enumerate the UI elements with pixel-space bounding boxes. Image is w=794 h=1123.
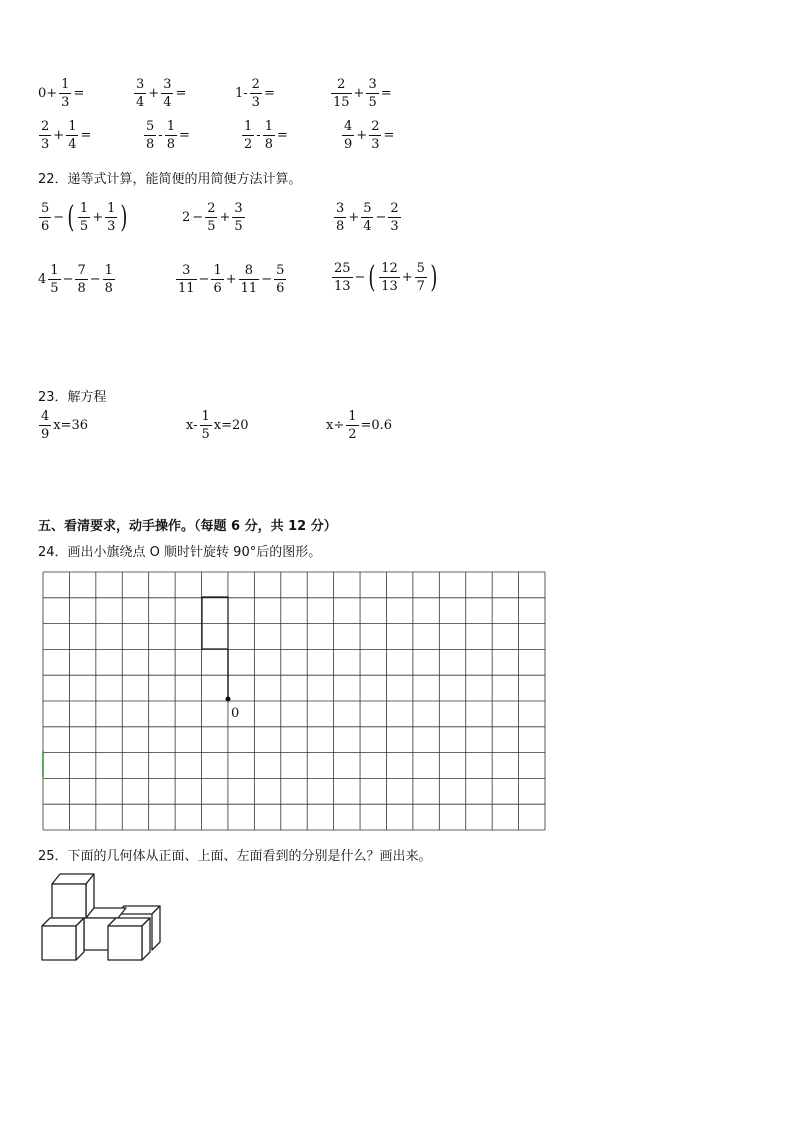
- fraction: $\frac{1}{8}$: [104, 263, 113, 296]
- fraction: $\frac{3}{8}$: [336, 201, 345, 234]
- fraction: $\frac{1}{2}$: [348, 409, 357, 442]
- fraction: $\frac{2}{3}$: [251, 77, 260, 110]
- fraction: $\frac{3}{11}$: [178, 263, 195, 296]
- fraction: $\frac{1}{4}$: [68, 119, 77, 152]
- q22-expr-6: [331, 259, 440, 295]
- fraction: $\frac{2}{5}$: [207, 201, 216, 234]
- operator: +: [219, 210, 231, 225]
- right-paren: ): [430, 259, 438, 295]
- q22-expr-3: [333, 202, 402, 233]
- equals: =: [276, 128, 288, 143]
- fraction: $\frac{1}{5}$: [50, 263, 59, 296]
- operator: −: [375, 210, 387, 225]
- left-paren: (: [67, 199, 75, 235]
- fraction: $\frac{2}{15}$: [333, 77, 350, 110]
- rotation-grid: [42, 571, 546, 831]
- operator: +: [53, 128, 65, 143]
- q23-eq-2: [186, 410, 250, 441]
- fraction: $\frac{2}{3}$: [371, 119, 380, 152]
- grid-lines: [43, 572, 545, 830]
- q22-expr-2: [182, 202, 246, 233]
- expr-r1-3: [235, 78, 276, 109]
- fraction: $\frac{1}{8}$: [166, 119, 175, 152]
- equals: =: [175, 86, 187, 101]
- fraction: $\frac{1}{8}$: [264, 119, 273, 152]
- fraction: $\frac{7}{8}$: [77, 263, 86, 296]
- fraction: $\frac{1}{2}$: [244, 119, 253, 152]
- q23-title: 23．解方程: [38, 390, 107, 405]
- fraction: $\frac{5}{6}$: [276, 263, 285, 296]
- cube-solid-figure: [40, 870, 170, 965]
- operator: +: [92, 210, 104, 225]
- q22-expr-5: [175, 264, 287, 295]
- operator: +: [348, 210, 360, 225]
- operator: −: [53, 210, 65, 225]
- fraction: $\frac{12}{13}$: [381, 261, 398, 294]
- q24-title: 24．画出小旗绕点 O 顺时针旋转 90°后的图形。: [38, 545, 322, 560]
- fraction: $\frac{4}{9}$: [41, 409, 50, 442]
- fraction: $\frac{5}{8}$: [146, 119, 155, 152]
- q23-eq-3: [326, 410, 393, 441]
- fraction: $\frac{5}{4}$: [363, 201, 372, 234]
- q22-expr-1: [38, 199, 130, 235]
- operator: −: [261, 272, 273, 287]
- equals: =: [80, 128, 92, 143]
- operator: +: [353, 86, 365, 101]
- operator: +: [148, 86, 160, 101]
- right-paren: ): [120, 199, 128, 235]
- operator: +: [356, 128, 368, 143]
- operator: -: [158, 128, 163, 143]
- fraction: $\frac{2}{3}$: [41, 119, 50, 152]
- fraction: $\frac{5}{7}$: [416, 261, 425, 294]
- expr-r2-4: [341, 120, 395, 151]
- expr-r1-4: [330, 78, 393, 109]
- q22-title: 22．递等式计算，能简便的用简便方法计算。: [38, 172, 302, 187]
- section5-title: 五、看清要求，动手操作。（每题 6 分，共 12 分）: [38, 519, 337, 534]
- expr-r1-2: [133, 78, 187, 109]
- left-paren: (: [368, 259, 376, 295]
- operator: +: [225, 272, 237, 287]
- expr-prefix: 0+: [38, 86, 58, 101]
- fraction: $\frac{1}{5}$: [79, 201, 89, 234]
- operator: −: [62, 272, 74, 287]
- operator: -: [256, 128, 261, 143]
- operator: +: [401, 270, 413, 285]
- fraction: $\frac{3}{4}$: [163, 77, 172, 110]
- integer: 4: [38, 272, 47, 287]
- operator: −: [354, 270, 366, 285]
- equation-prefix: x-: [186, 418, 198, 433]
- fraction: $\frac{3}{5}$: [368, 77, 377, 110]
- flag-shape: [202, 597, 228, 649]
- equals: =: [263, 86, 275, 101]
- fraction: $\frac{4}{9}$: [344, 119, 353, 152]
- expr-r2-3: [241, 120, 289, 151]
- equation-rest: x=20: [213, 418, 249, 433]
- equation-rest: =0.6: [360, 418, 393, 433]
- fraction: $\frac{3}{5}$: [234, 201, 243, 234]
- fraction: $\frac{5}{6}$: [41, 201, 50, 234]
- fraction: $\frac{1}{5}$: [201, 409, 210, 442]
- equals: =: [73, 86, 85, 101]
- expr-prefix: 1-: [235, 86, 248, 101]
- equals: =: [380, 86, 392, 101]
- equals: =: [383, 128, 395, 143]
- integer: 2: [182, 210, 191, 225]
- expr-r1-1: [38, 78, 85, 109]
- equation-prefix: x÷: [326, 418, 345, 433]
- expr-r2-2: [143, 120, 191, 151]
- expr-r2-1: [38, 120, 92, 151]
- equation-rest: x=36: [53, 418, 89, 433]
- point-o-label: 0: [231, 706, 240, 721]
- q22-expr-4: [38, 264, 116, 295]
- fraction: $\frac{3}{4}$: [136, 77, 145, 110]
- q25-title: 25．下面的几何体从正面、上面、左面看到的分别是什么？画出来。: [38, 849, 432, 864]
- equals: =: [178, 128, 190, 143]
- fraction: $\frac{1}{6}$: [213, 263, 222, 296]
- point-o: [226, 697, 231, 702]
- operator: −: [192, 210, 204, 225]
- q23-eq-1: [38, 410, 89, 441]
- operator: −: [198, 272, 210, 287]
- operator: −: [89, 272, 101, 287]
- fraction: $\frac{25}{13}$: [334, 261, 351, 294]
- fraction: $\frac{1}{3}$: [107, 201, 116, 234]
- fraction: $\frac{8}{11}$: [240, 263, 258, 296]
- fraction: $\frac{1}{3}$: [61, 77, 70, 110]
- fraction: $\frac{2}{3}$: [390, 201, 399, 234]
